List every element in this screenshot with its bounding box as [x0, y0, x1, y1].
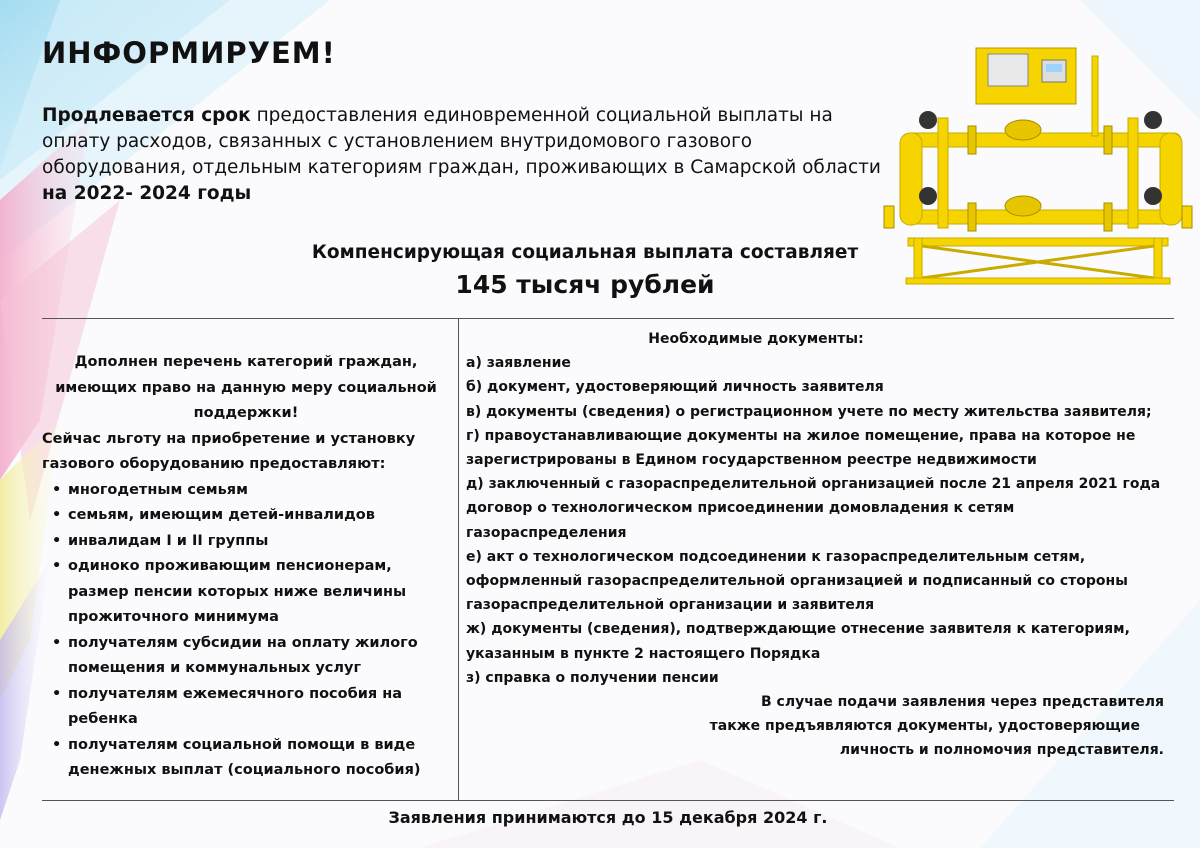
- list-item: • одиноко проживающим пенсионерам, размер пенсии которых ниже величины прожиточного минимума: [68, 554, 450, 631]
- document-item: д) заключенный с газораспределительной организацией после 21 апреля 2021 года договор о технологическом присоединении домовладения к сетям газораспределения: [466, 476, 1161, 541]
- deadline-footer: Заявления принимаются до 15 декабря 2024 г.: [388, 808, 828, 827]
- categories-list: [42, 478, 450, 784]
- intro-paragraph: [42, 103, 892, 207]
- intro-bold-start: Продлевается срок: [42, 105, 251, 126]
- compensation-amount: 145 тысяч рублей: [455, 270, 715, 299]
- representative-note: [466, 690, 1168, 763]
- intro-text: предоставления единовременной социальной выплаты на оплату расходов, связанных с установлением внутридомового газового оборудования, отдельным категориям граждан, проживающих в Самарской области: [42, 105, 881, 178]
- table-column-divider: [458, 318, 459, 800]
- categories-heading: Дополнен перечень категорий граждан, имеющих право на данную меру социальной поддержки!: [55, 354, 437, 421]
- table-top-border: [42, 318, 1174, 319]
- compensation-heading: Компенсирующая социальная выплата составляет: [311, 242, 859, 263]
- required-documents-column: [466, 327, 1168, 763]
- list-item: • получателям ежемесячного пособия на ребенка: [68, 682, 450, 733]
- documents-heading: Необходимые документы:: [648, 331, 864, 347]
- table-bottom-border: [42, 800, 1174, 801]
- note-line: В случае подачи заявления через представителя: [760, 694, 1164, 711]
- list-item: • инвалидам I и II группы: [68, 529, 450, 555]
- document-item: ж) документы (сведения), подтверждающие отнесение заявителя к категориям, указанным в пункте 2 настоящего Порядка: [466, 621, 1130, 662]
- list-item: • многодетным семьям: [68, 478, 450, 504]
- document-item: а) заявление: [466, 355, 571, 372]
- document-item: е) акт о технологическом подсоединении к газораспределительным сетям, оформленный газораспределительной организацией и подписанный со стороны газораспределительной организации и заявителя: [466, 548, 1128, 614]
- list-item: • получателям субсидии на оплату жилого помещения и коммунальных услуг: [68, 631, 450, 682]
- list-item: • получателям социальной помощи в виде денежных выплат (социального пособия): [68, 733, 450, 784]
- document-item: з) справка о получении пенсии: [466, 669, 719, 686]
- document-item: б) документ, удостоверяющий личность заявителя: [466, 379, 884, 396]
- note-line: также предъявляются документы, удостоверяющие: [709, 718, 1140, 735]
- document-item: в) документы (сведения) о регистрационном учете по месту жительства заявителя;: [466, 403, 1152, 420]
- document-item: г) правоустанавливающие документы на жилое помещение, права на которое не зарегистрированы в Едином государственном реестре недвижимости: [466, 427, 1136, 469]
- eligible-categories-column: [42, 350, 450, 784]
- intro-bold-end: на 2022- 2024 годы: [42, 183, 252, 204]
- list-item: • семьям, имеющим детей-инвалидов: [68, 503, 450, 529]
- note-line: личность и полномочия представителя.: [839, 742, 1164, 759]
- page-title: ИНФОРМИРУЕМ!: [42, 36, 336, 70]
- categories-intro: Сейчас льготу на приобретение и установку газового оборудованию предоставляют:: [42, 430, 416, 472]
- gas-equipment-illustration: [878, 38, 1198, 288]
